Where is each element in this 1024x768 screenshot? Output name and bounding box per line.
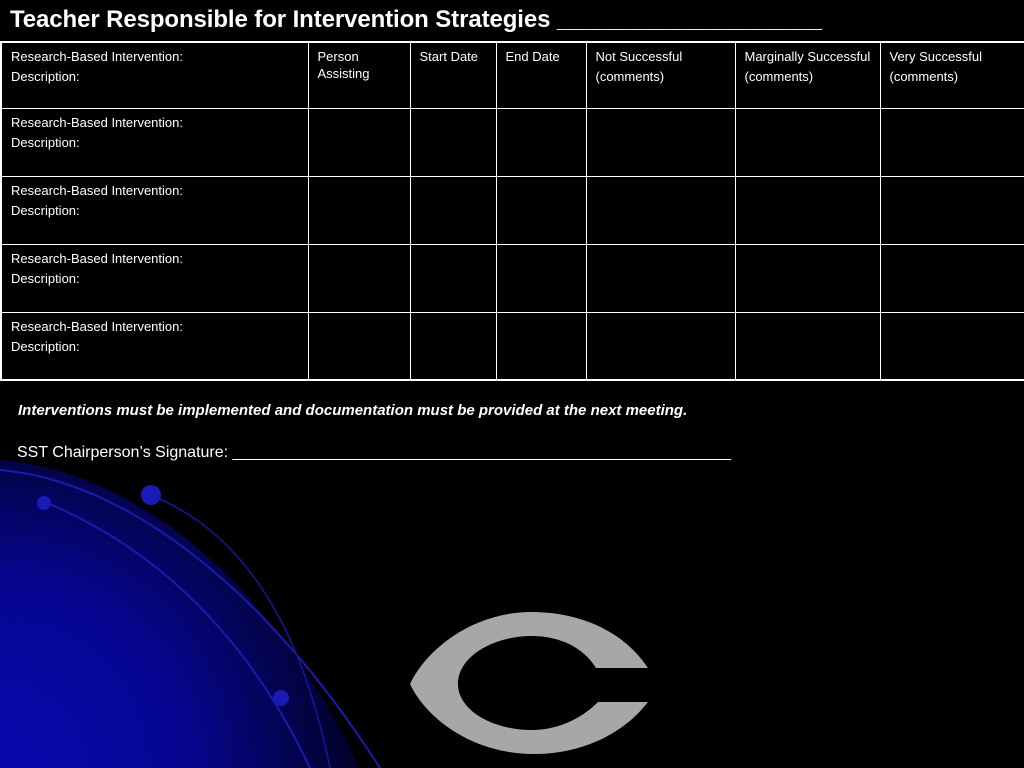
header-end-date: End Date <box>496 42 586 108</box>
description-label: Description: <box>11 270 80 286</box>
marginally-successful-comments: (comments) <box>744 69 814 84</box>
description-label: Description: <box>11 202 80 218</box>
marginally-successful-cell[interactable] <box>735 312 880 380</box>
not-successful-cell[interactable] <box>586 176 735 244</box>
intervention-label: Research-Based Intervention: <box>11 114 183 130</box>
intervention-label: Research-Based Intervention: <box>11 49 183 64</box>
intervention-label: Research-Based Intervention: <box>11 318 183 334</box>
very-successful-cell[interactable] <box>880 176 1024 244</box>
signature-line[interactable]: SST Chairperson’s Signature: ________________________________________________________ <box>17 444 731 461</box>
not-successful-cell[interactable] <box>586 244 735 312</box>
very-successful-cell[interactable] <box>880 312 1024 380</box>
intervention-label: Research-Based Intervention: <box>11 182 183 198</box>
end-date-cell[interactable] <box>496 244 586 312</box>
table-row <box>1 108 1024 176</box>
intervention-table <box>0 41 1024 381</box>
table-header-row <box>1 42 1024 108</box>
header-start-date: Start Date <box>410 42 496 108</box>
implementation-note: Interventions must be implemented and documentation must be provided at the next meeting. <box>18 402 688 419</box>
end-date-cell[interactable] <box>496 176 586 244</box>
header-person-assisting: Person Assisting <box>308 42 410 108</box>
end-date-cell[interactable] <box>496 108 586 176</box>
not-successful-label: Not Successful <box>595 49 683 64</box>
table-row <box>1 244 1024 312</box>
header-marginally-successful <box>735 42 880 108</box>
intervention-cell[interactable] <box>1 176 308 244</box>
start-date-cell[interactable] <box>410 108 496 176</box>
description-label: Description: <box>11 134 80 150</box>
blue-dot <box>37 496 51 510</box>
very-successful-cell[interactable] <box>880 108 1024 176</box>
blue-dot <box>141 485 161 505</box>
table-row <box>1 312 1024 380</box>
person-assisting-cell[interactable] <box>308 244 410 312</box>
person-assisting-cell[interactable] <box>308 312 410 380</box>
person-assisting-cell[interactable] <box>308 108 410 176</box>
marginally-successful-cell[interactable] <box>735 108 880 176</box>
page-title: Teacher Responsible for Intervention Strategies ____________________ <box>10 6 822 33</box>
start-date-cell[interactable] <box>410 176 496 244</box>
end-date-cell[interactable] <box>496 312 586 380</box>
blue-dot <box>273 690 289 706</box>
person-assisting-cell[interactable] <box>308 176 410 244</box>
table-row <box>1 176 1024 244</box>
very-successful-cell[interactable] <box>880 244 1024 312</box>
marginally-successful-label: Marginally Successful <box>744 49 871 64</box>
marginally-successful-cell[interactable] <box>735 244 880 312</box>
intervention-label: Research-Based Intervention: <box>11 250 183 266</box>
start-date-cell[interactable] <box>410 244 496 312</box>
not-successful-cell[interactable] <box>586 312 735 380</box>
marginally-successful-cell[interactable] <box>735 176 880 244</box>
very-successful-comments: (comments) <box>889 69 959 84</box>
intervention-cell[interactable] <box>1 108 308 176</box>
header-intervention-cell <box>1 42 308 108</box>
not-successful-comments: (comments) <box>595 69 665 84</box>
intervention-cell[interactable] <box>1 244 308 312</box>
very-successful-label: Very Successful <box>889 49 982 64</box>
header-not-successful <box>586 42 735 108</box>
description-label: Description: <box>11 69 80 84</box>
intervention-cell[interactable] <box>1 312 308 380</box>
not-successful-cell[interactable] <box>586 108 735 176</box>
description-label: Description: <box>11 338 80 354</box>
header-very-successful <box>880 42 1024 108</box>
start-date-cell[interactable] <box>410 312 496 380</box>
